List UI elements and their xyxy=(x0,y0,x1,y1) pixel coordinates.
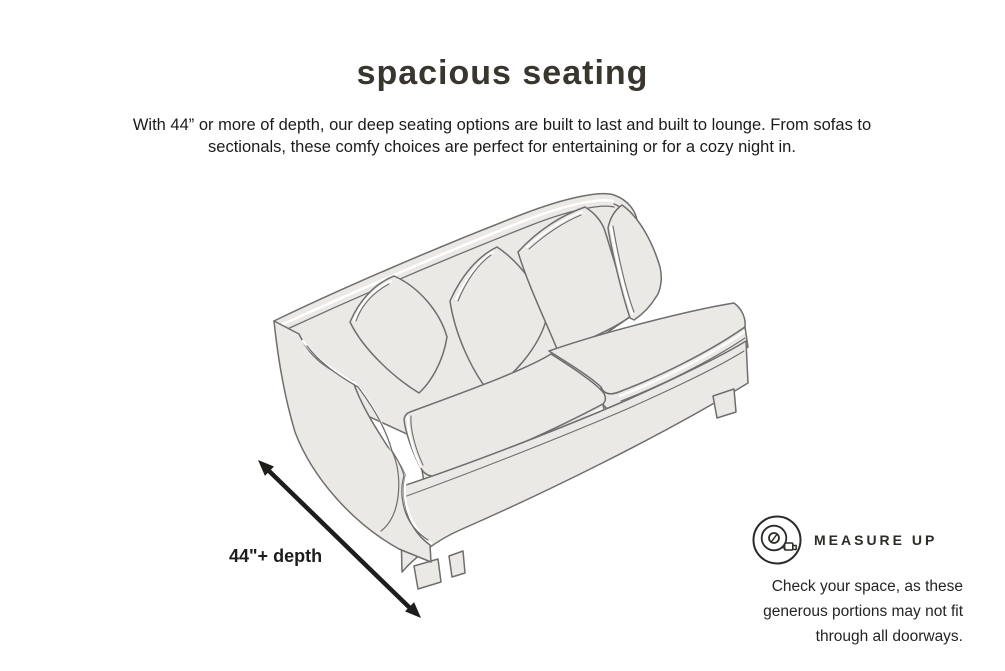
intro-text: With 44” or more of depth, our deep seating options are built to last and built to lounge. From sofas to sectionals, these comfy choices are perfect for entertaining or for a cozy night in. xyxy=(132,116,872,156)
dimension-label: 44"+ depth xyxy=(229,546,323,566)
measure-up-header xyxy=(751,514,963,566)
sofa-line-drawing xyxy=(274,194,748,589)
tape-measure-icon xyxy=(751,514,803,566)
measure-up-section xyxy=(733,514,963,649)
measure-up-heading: MEASURE UP xyxy=(814,532,938,548)
page-title: spacious seating xyxy=(356,54,649,92)
measure-up-note: Check your space, as these generous portions may not fit through all doorways. xyxy=(763,578,963,645)
